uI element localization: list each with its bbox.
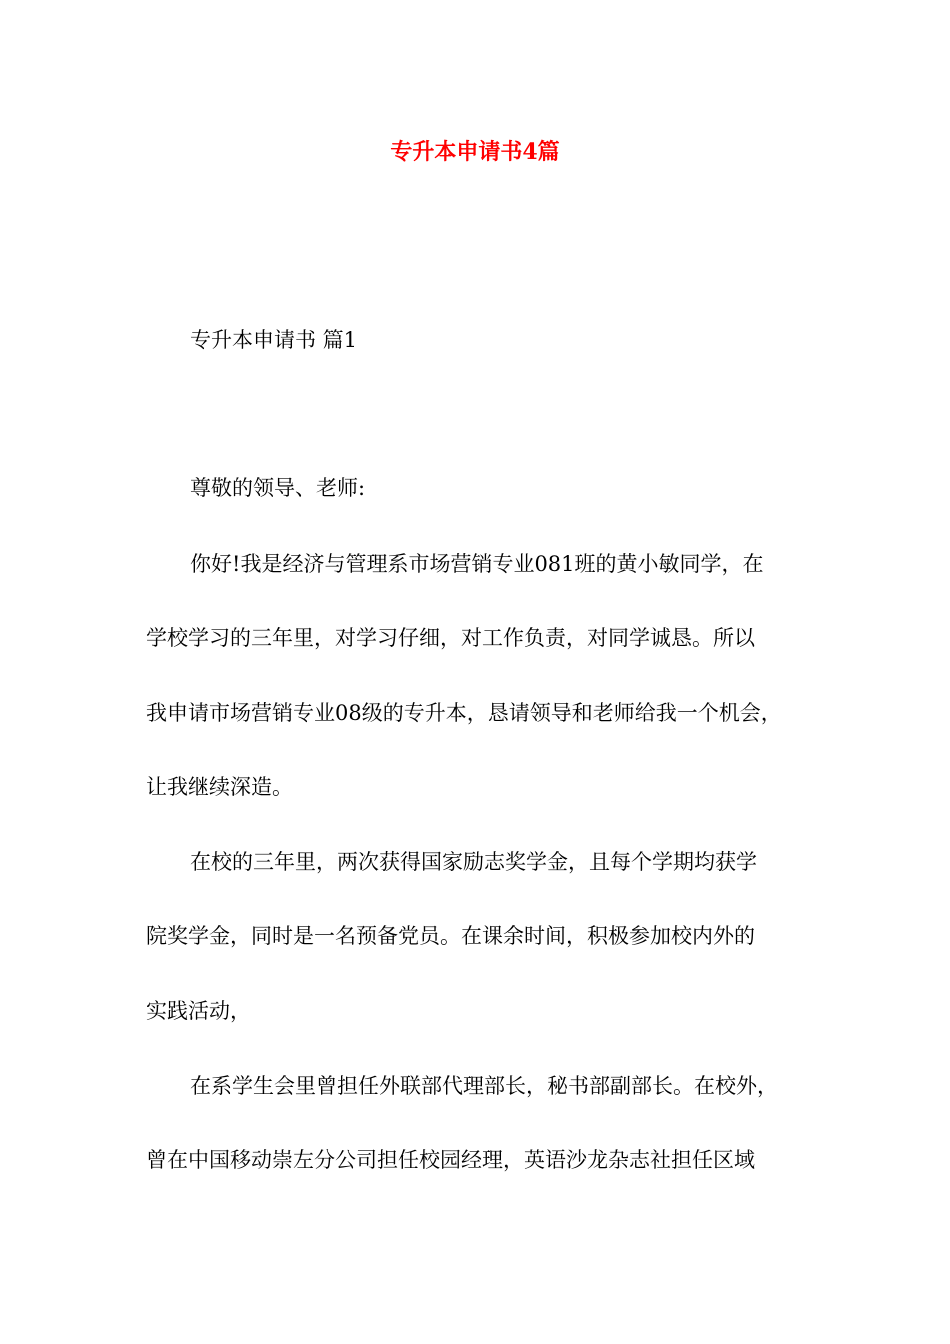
paragraph-line: 学校学习的三年里，对学习仔细，对工作负责，对同学诚恳。所以 [146, 626, 755, 650]
paragraph-line: 院奖学金，同时是一名预备党员。在课余时间，积极参加校内外的 [146, 924, 755, 948]
paragraph-line: 在校的三年里，两次获得国家励志奖学金，且每个学期均获学 [190, 850, 757, 874]
section-heading: 专升本申请书 篇1 [190, 328, 358, 352]
document-title: 专升本申请书4篇 [390, 139, 560, 165]
paragraph-line: 曾在中国移动崇左分公司担任校园经理，英语沙龙杂志社担任区域 [146, 1148, 755, 1172]
paragraph-line: 在系学生会里曾担任外联部代理部长，秘书部副部长。在校外， [190, 1074, 778, 1098]
paragraph-line: 实践活动， [146, 999, 251, 1023]
paragraph-line: 让我继续深造。 [146, 775, 293, 799]
paragraph-line: 你好!我是经济与管理系市场营销专业081班的黄小敏同学，在 [190, 552, 764, 576]
salutation: 尊敬的领导、老师: [190, 476, 366, 500]
paragraph-line: 我申请市场营销专业08级的专升本，恳请领导和老师给我一个机会， [146, 701, 782, 725]
